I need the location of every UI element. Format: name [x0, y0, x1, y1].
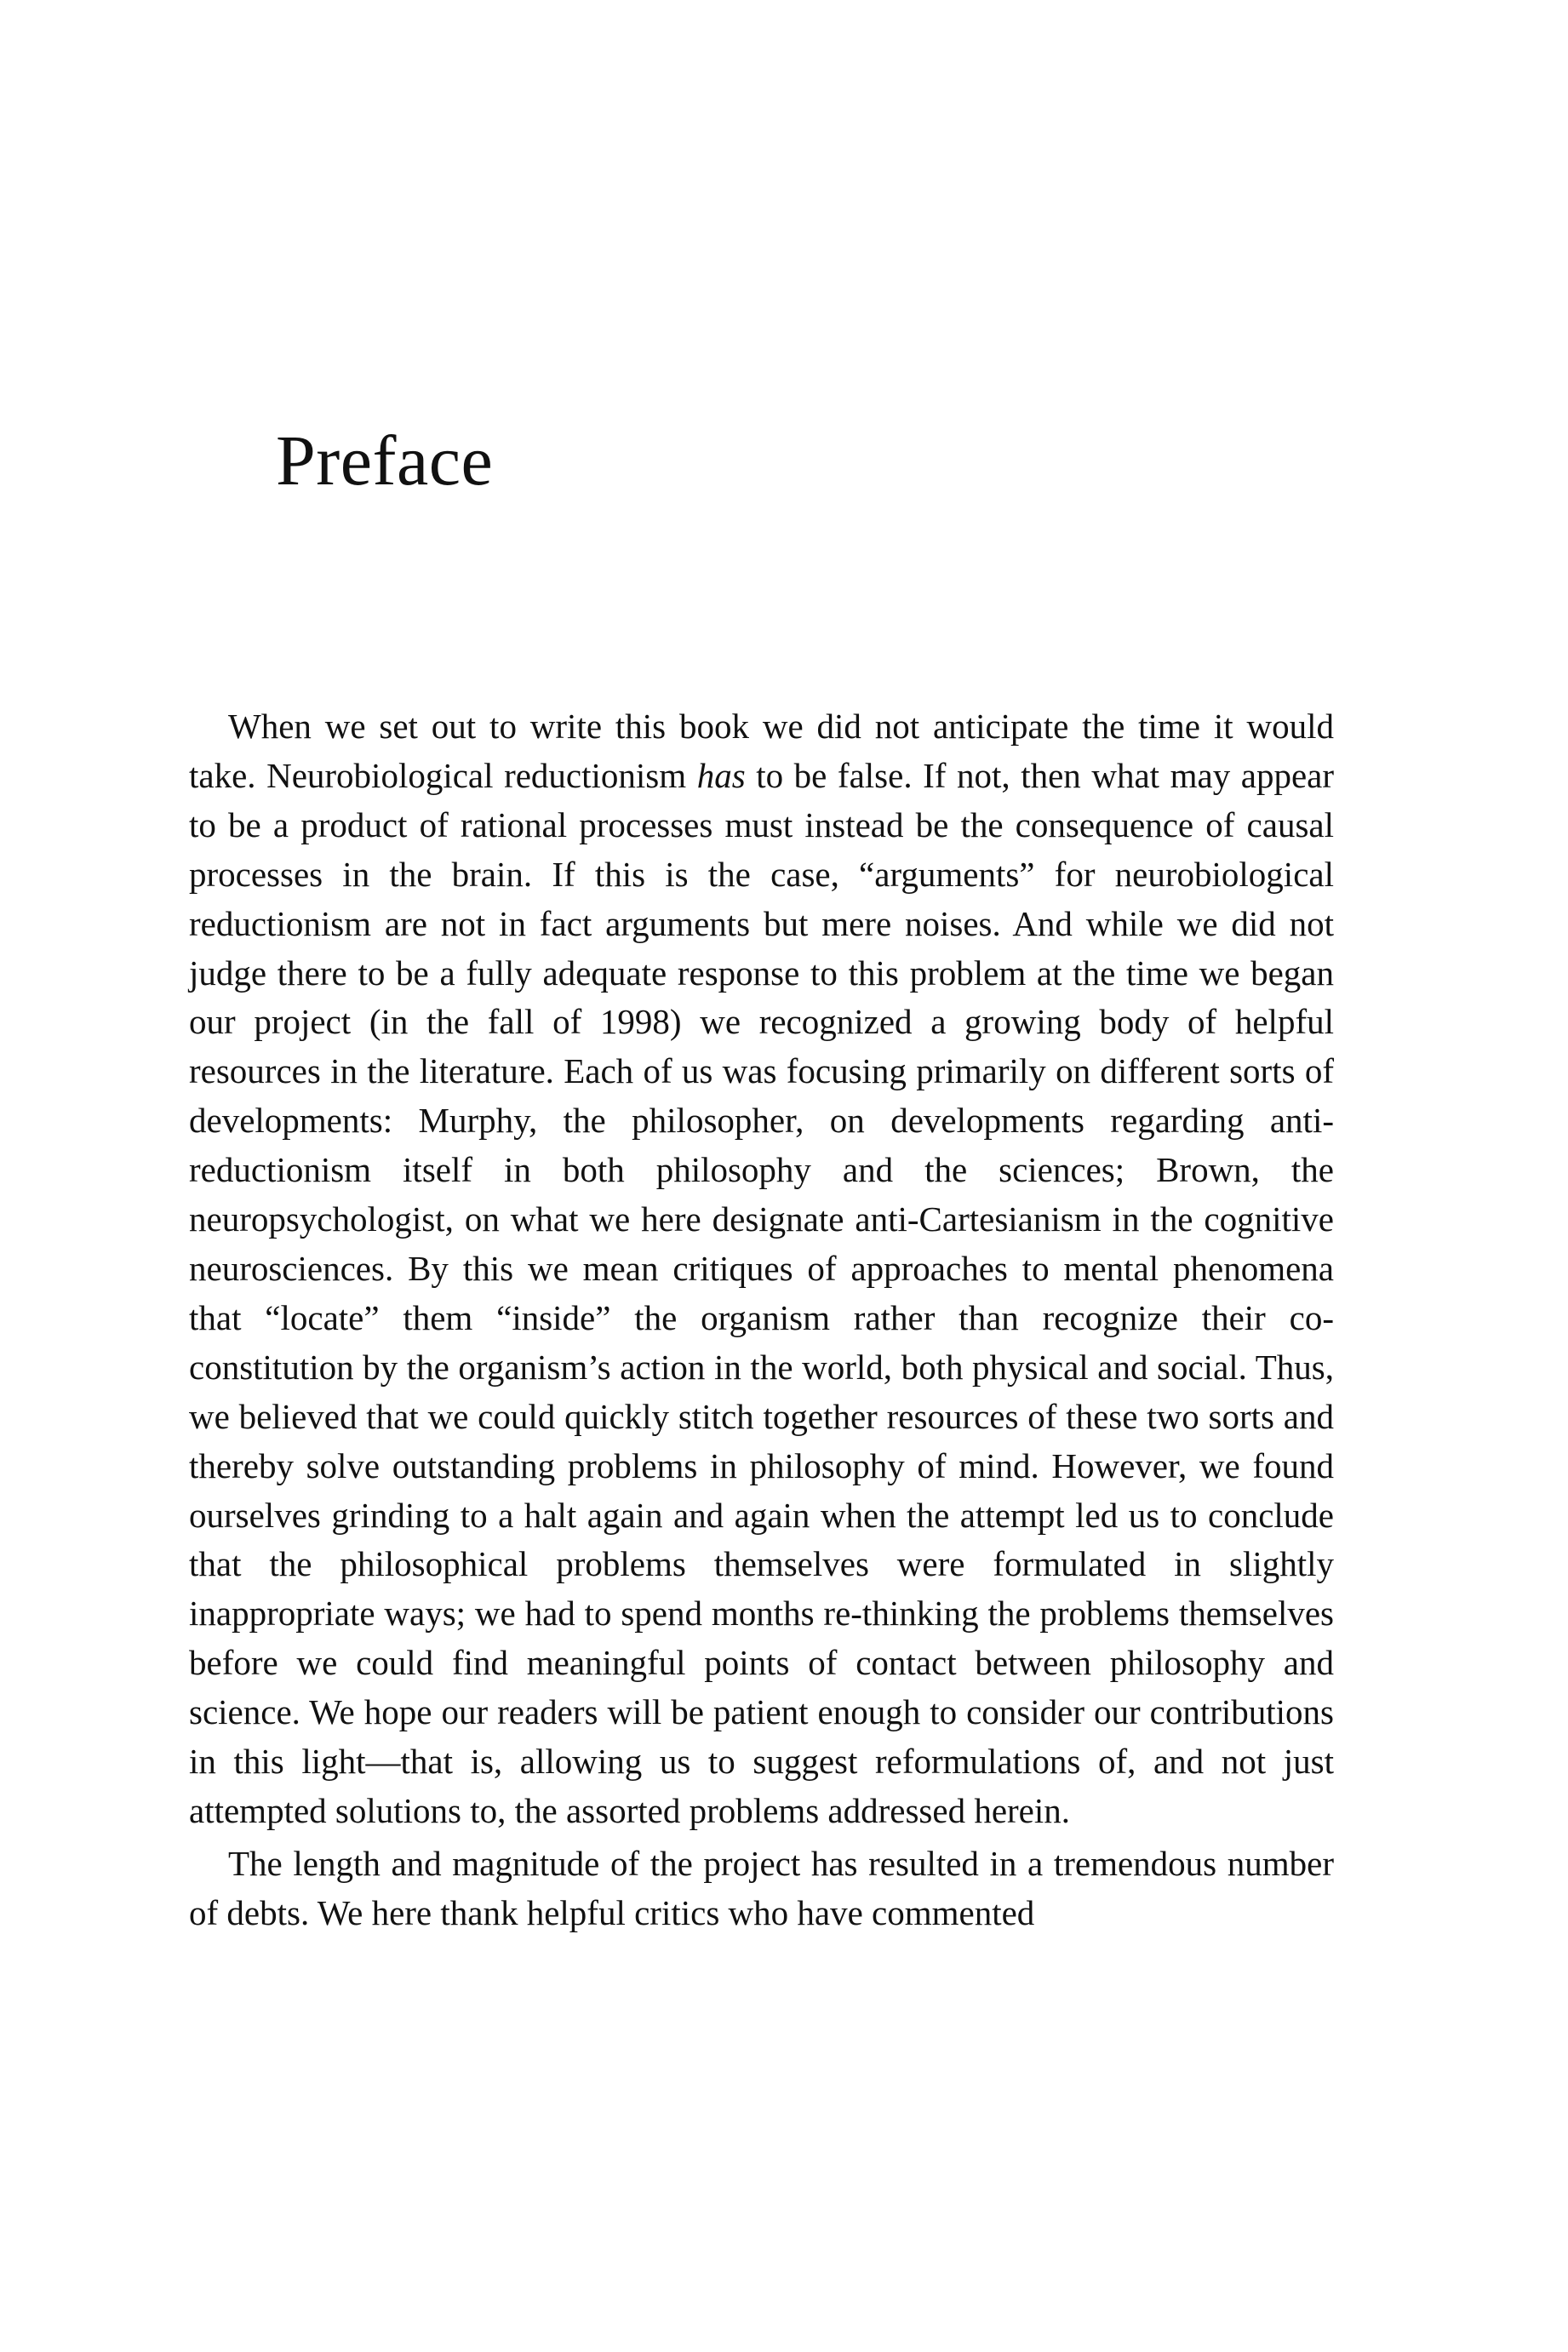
paragraph: [189, 702, 1334, 1836]
paragraph-text: The length and magnitude of the project has resulted in a tremendous number of debts. We here thank helpful critics who have commented: [189, 1843, 1334, 1932]
body-text: [189, 702, 1334, 1938]
paragraph: [189, 1840, 1334, 1938]
paragraph-text: to be false. If not, then what may appear to be a product of rational processes must instead be the consequence of causal processes in the brain. If this is the case, “arguments” for neurobiological reductionism are not in fact arguments but mere noises. And while we did not judge there to be a fully adequate response to this problem at the time we began our project (in the fall of 1998) we recognized a growing body of helpful resources in the literature. Each of us was focusing primarily on different sorts of developments: Murphy, the philosopher, on developments regarding anti-reductionism itself in both philosophy and the sciences; Brown, the neuropsychologist, on what we here designate anti-Cartesianism in the cognitive neurosciences. By this we mean critiques of approaches to mental phenomena that “locate” them “inside” the organism rather than recognize their co-constitution by the organism’s action in the world, both physical and social. Thus, we believed that we could quickly stitch together resources of these two sorts and thereby solve outstanding problems in philosophy of mind. However, we found ourselves grinding to a halt again and again when the attempt led us to conclude that the philosophical problems themselves were formulated in slightly inappropriate ways; we had to spend months re-thinking the problems themselves before we could find meaningful points of contact between philosophy and science. We hope our readers will be patient enough to consider our contributions in this light—that is, allowing us to suggest reformulations of, and not just attempted solutions to, the assorted problems addressed herein.: [189, 755, 1334, 1830]
page-title: Preface: [276, 421, 494, 501]
paragraph-text: When we set out to write this book we did not anticipate the time it would take. Neurobiological reductionism: [189, 707, 1334, 795]
emphasized-word: has: [696, 755, 746, 795]
